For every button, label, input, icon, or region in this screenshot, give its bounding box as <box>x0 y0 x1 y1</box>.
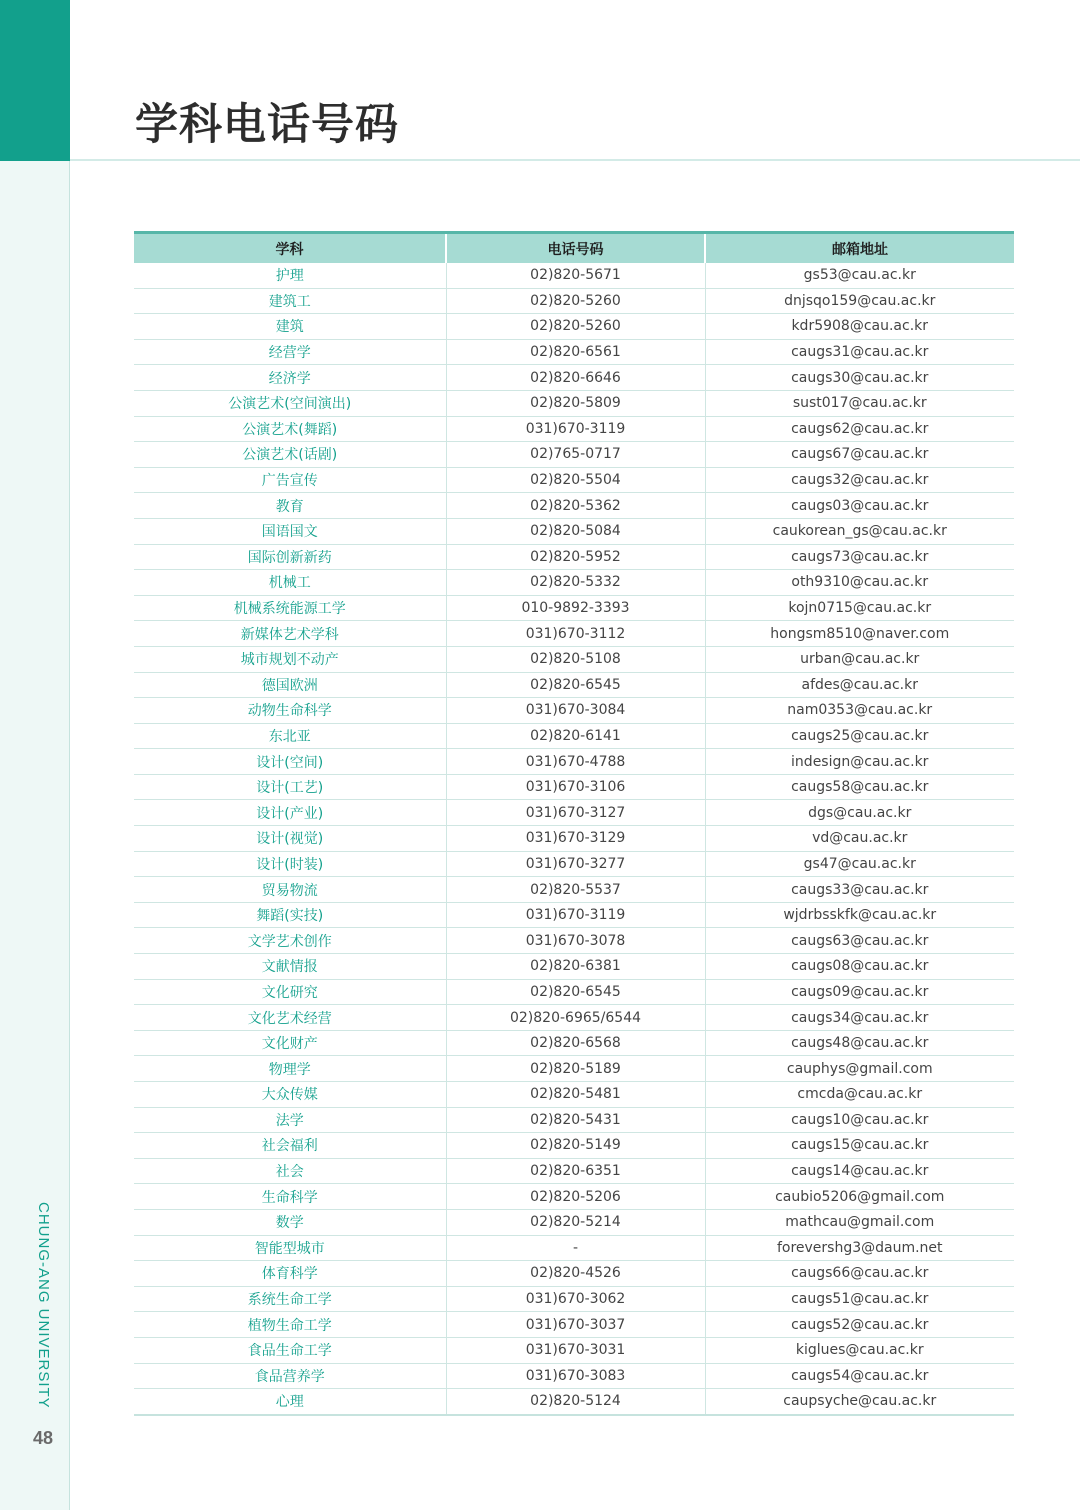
phone-cell: 02)820-5260 <box>446 288 705 314</box>
email-cell: caugs73@cau.ac.kr <box>705 544 1014 570</box>
department-cell: 德国欧洲 <box>134 672 446 698</box>
table-row <box>134 365 1014 391</box>
department-cell: 舞蹈(实技) <box>134 902 446 928</box>
table-row <box>134 1107 1014 1133</box>
email-cell: caugs66@cau.ac.kr <box>705 1261 1014 1287</box>
department-cell: 物理学 <box>134 1056 446 1082</box>
email-cell: caupsyche@cau.ac.kr <box>705 1389 1014 1415</box>
table-row <box>134 1261 1014 1287</box>
table-row <box>134 954 1014 980</box>
table-body <box>134 263 1014 1415</box>
email-cell: cauphys@gmail.com <box>705 1056 1014 1082</box>
table-row <box>134 570 1014 596</box>
phone-cell: 02)820-6646 <box>446 365 705 391</box>
email-cell: caugs15@cau.ac.kr <box>705 1133 1014 1159</box>
phone-cell: 02)820-6141 <box>446 723 705 749</box>
table-row <box>134 493 1014 519</box>
department-cell: 食品生命工学 <box>134 1337 446 1363</box>
email-cell: caugs31@cau.ac.kr <box>705 339 1014 365</box>
table-row <box>134 1056 1014 1082</box>
department-cell: 城市规划不动产 <box>134 646 446 672</box>
department-cell: 设计(空间) <box>134 749 446 775</box>
email-cell: caugs08@cau.ac.kr <box>705 954 1014 980</box>
email-cell: oth9310@cau.ac.kr <box>705 570 1014 596</box>
email-cell: caugs09@cau.ac.kr <box>705 979 1014 1005</box>
department-cell: 教育 <box>134 493 446 519</box>
phone-cell: 031)670-3129 <box>446 826 705 852</box>
department-cell: 文学艺术创作 <box>134 928 446 954</box>
phone-cell: 031)670-3119 <box>446 416 705 442</box>
department-cell: 体育科学 <box>134 1261 446 1287</box>
table-row <box>134 544 1014 570</box>
university-vertical-label: CHUNG-ANG UNIVERSITY <box>35 1202 52 1409</box>
table-row <box>134 1133 1014 1159</box>
table-row <box>134 339 1014 365</box>
phone-cell: - <box>446 1235 705 1261</box>
email-cell: caugs52@cau.ac.kr <box>705 1312 1014 1338</box>
email-cell: mathcau@gmail.com <box>705 1209 1014 1235</box>
email-cell: caugs14@cau.ac.kr <box>705 1158 1014 1184</box>
email-cell: caugs67@cau.ac.kr <box>705 442 1014 468</box>
phone-cell: 02)820-6545 <box>446 672 705 698</box>
department-cell: 心理 <box>134 1389 446 1415</box>
email-cell: sust017@cau.ac.kr <box>705 390 1014 416</box>
email-cell: wjdrbsskfk@cau.ac.kr <box>705 902 1014 928</box>
email-cell: caugs63@cau.ac.kr <box>705 928 1014 954</box>
department-cell: 动物生命科学 <box>134 698 446 724</box>
email-cell: forevershg3@daum.net <box>705 1235 1014 1261</box>
phone-cell: 02)820-5214 <box>446 1209 705 1235</box>
table-row <box>134 1005 1014 1031</box>
table-row <box>134 826 1014 852</box>
phone-cell: 02)820-6965/6544 <box>446 1005 705 1031</box>
email-cell: gs53@cau.ac.kr <box>705 263 1014 288</box>
email-cell: caugs54@cau.ac.kr <box>705 1363 1014 1389</box>
phone-cell: 02)820-6381 <box>446 954 705 980</box>
department-cell: 新媒体艺术学科 <box>134 621 446 647</box>
table-row <box>134 698 1014 724</box>
email-cell: caubio5206@gmail.com <box>705 1184 1014 1210</box>
table-header-row <box>134 233 1014 264</box>
department-cell: 生命科学 <box>134 1184 446 1210</box>
department-cell: 国语国文 <box>134 518 446 544</box>
table-row <box>134 314 1014 340</box>
email-cell: caugs30@cau.ac.kr <box>705 365 1014 391</box>
department-contacts-table <box>134 231 1014 1416</box>
table-row <box>134 288 1014 314</box>
email-cell: urban@cau.ac.kr <box>705 646 1014 672</box>
email-cell: caukorean_gs@cau.ac.kr <box>705 518 1014 544</box>
department-cell: 公演艺术(舞蹈) <box>134 416 446 442</box>
phone-cell: 02)765-0717 <box>446 442 705 468</box>
phone-cell: 031)670-3037 <box>446 1312 705 1338</box>
department-cell: 公演艺术(话剧) <box>134 442 446 468</box>
phone-cell: 02)820-6351 <box>446 1158 705 1184</box>
department-cell: 设计(视觉) <box>134 826 446 852</box>
page-title: 学科电话号码 <box>135 100 399 150</box>
phone-cell: 02)820-5362 <box>446 493 705 519</box>
phone-cell: 02)820-6545 <box>446 979 705 1005</box>
table-row <box>134 672 1014 698</box>
phone-cell: 02)820-5084 <box>446 518 705 544</box>
email-cell: caugs51@cau.ac.kr <box>705 1286 1014 1312</box>
email-cell: caugs62@cau.ac.kr <box>705 416 1014 442</box>
department-cell: 法学 <box>134 1107 446 1133</box>
department-cell: 食品营养学 <box>134 1363 446 1389</box>
table-row <box>134 928 1014 954</box>
email-cell: kojn0715@cau.ac.kr <box>705 595 1014 621</box>
table-row <box>134 646 1014 672</box>
email-cell: hongsm8510@naver.com <box>705 621 1014 647</box>
phone-cell: 031)670-3119 <box>446 902 705 928</box>
department-cell: 文化财产 <box>134 1030 446 1056</box>
table-row <box>134 851 1014 877</box>
phone-cell: 02)820-5952 <box>446 544 705 570</box>
table-row <box>134 749 1014 775</box>
email-cell: caugs03@cau.ac.kr <box>705 493 1014 519</box>
email-cell: caugs34@cau.ac.kr <box>705 1005 1014 1031</box>
phone-cell: 031)670-3084 <box>446 698 705 724</box>
department-cell: 系统生命工学 <box>134 1286 446 1312</box>
table-row <box>134 1312 1014 1338</box>
phone-cell: 031)670-3083 <box>446 1363 705 1389</box>
department-cell: 建筑工 <box>134 288 446 314</box>
phone-cell: 02)820-5809 <box>446 390 705 416</box>
department-cell: 经营学 <box>134 339 446 365</box>
phone-cell: 02)820-4526 <box>446 1261 705 1287</box>
department-cell: 经济学 <box>134 365 446 391</box>
phone-cell: 02)820-6568 <box>446 1030 705 1056</box>
phone-cell: 02)820-6561 <box>446 339 705 365</box>
table-row <box>134 390 1014 416</box>
table-row <box>134 877 1014 903</box>
department-cell: 社会福利 <box>134 1133 446 1159</box>
phone-cell: 02)820-5481 <box>446 1082 705 1108</box>
email-cell: dnjsqo159@cau.ac.kr <box>705 288 1014 314</box>
department-cell: 设计(工艺) <box>134 774 446 800</box>
table-row <box>134 595 1014 621</box>
table-row <box>134 1082 1014 1108</box>
table-row <box>134 723 1014 749</box>
table-row <box>134 1030 1014 1056</box>
table-row <box>134 979 1014 1005</box>
header-divider <box>70 159 1080 161</box>
table-row <box>134 518 1014 544</box>
phone-cell: 010-9892-3393 <box>446 595 705 621</box>
table-row <box>134 621 1014 647</box>
department-cell: 设计(时装) <box>134 851 446 877</box>
department-cell: 护理 <box>134 263 446 288</box>
phone-cell: 02)820-5206 <box>446 1184 705 1210</box>
phone-cell: 02)820-5108 <box>446 646 705 672</box>
phone-cell: 031)670-3078 <box>446 928 705 954</box>
department-cell: 文化研究 <box>134 979 446 1005</box>
phone-cell: 02)820-5124 <box>446 1389 705 1415</box>
phone-cell: 02)820-5431 <box>446 1107 705 1133</box>
phone-cell: 02)820-5504 <box>446 467 705 493</box>
email-cell: caugs32@cau.ac.kr <box>705 467 1014 493</box>
phone-cell: 02)820-5332 <box>446 570 705 596</box>
table-row <box>134 1184 1014 1210</box>
table-row <box>134 1337 1014 1363</box>
email-cell: gs47@cau.ac.kr <box>705 851 1014 877</box>
table-row <box>134 442 1014 468</box>
department-cell: 大众传媒 <box>134 1082 446 1108</box>
phone-cell: 02)820-5149 <box>446 1133 705 1159</box>
department-cell: 公演艺术(空间演出) <box>134 390 446 416</box>
department-cell: 文化艺术经营 <box>134 1005 446 1031</box>
table-row <box>134 774 1014 800</box>
table-row <box>134 1158 1014 1184</box>
email-cell: caugs48@cau.ac.kr <box>705 1030 1014 1056</box>
department-cell: 植物生命工学 <box>134 1312 446 1338</box>
email-cell: vd@cau.ac.kr <box>705 826 1014 852</box>
email-cell: kdr5908@cau.ac.kr <box>705 314 1014 340</box>
department-cell: 国际创新新药 <box>134 544 446 570</box>
phone-cell: 031)670-4788 <box>446 749 705 775</box>
department-cell: 东北亚 <box>134 723 446 749</box>
department-cell: 机械系统能源工学 <box>134 595 446 621</box>
phone-cell: 02)820-5671 <box>446 263 705 288</box>
phone-cell: 02)820-5260 <box>446 314 705 340</box>
table-row <box>134 1389 1014 1415</box>
table-row <box>134 902 1014 928</box>
header-department: 学科 <box>134 233 446 264</box>
email-cell: indesign@cau.ac.kr <box>705 749 1014 775</box>
department-cell: 机械工 <box>134 570 446 596</box>
department-cell: 建筑 <box>134 314 446 340</box>
table-row <box>134 1209 1014 1235</box>
table-row <box>134 1235 1014 1261</box>
email-cell: caugs25@cau.ac.kr <box>705 723 1014 749</box>
email-cell: nam0353@cau.ac.kr <box>705 698 1014 724</box>
email-cell: caugs58@cau.ac.kr <box>705 774 1014 800</box>
sidebar-accent-block <box>0 0 70 161</box>
department-cell: 设计(产业) <box>134 800 446 826</box>
email-cell: afdes@cau.ac.kr <box>705 672 1014 698</box>
department-cell: 广告宣传 <box>134 467 446 493</box>
department-cell: 社会 <box>134 1158 446 1184</box>
phone-cell: 02)820-5189 <box>446 1056 705 1082</box>
table-row <box>134 467 1014 493</box>
table-row <box>134 416 1014 442</box>
email-cell: caugs33@cau.ac.kr <box>705 877 1014 903</box>
phone-cell: 02)820-5537 <box>446 877 705 903</box>
email-cell: kiglues@cau.ac.kr <box>705 1337 1014 1363</box>
header-phone: 电话号码 <box>446 233 705 264</box>
phone-cell: 031)670-3127 <box>446 800 705 826</box>
header-email: 邮箱地址 <box>705 233 1014 264</box>
table-row <box>134 1286 1014 1312</box>
table-row <box>134 800 1014 826</box>
department-cell: 智能型城市 <box>134 1235 446 1261</box>
phone-cell: 031)670-3106 <box>446 774 705 800</box>
department-cell: 贸易物流 <box>134 877 446 903</box>
phone-cell: 031)670-3277 <box>446 851 705 877</box>
department-cell: 数学 <box>134 1209 446 1235</box>
page-number: 48 <box>32 1428 54 1448</box>
phone-cell: 031)670-3112 <box>446 621 705 647</box>
table-row <box>134 263 1014 288</box>
table-row <box>134 1363 1014 1389</box>
phone-cell: 031)670-3031 <box>446 1337 705 1363</box>
email-cell: dgs@cau.ac.kr <box>705 800 1014 826</box>
phone-cell: 031)670-3062 <box>446 1286 705 1312</box>
email-cell: cmcda@cau.ac.kr <box>705 1082 1014 1108</box>
email-cell: caugs10@cau.ac.kr <box>705 1107 1014 1133</box>
department-cell: 文献情报 <box>134 954 446 980</box>
